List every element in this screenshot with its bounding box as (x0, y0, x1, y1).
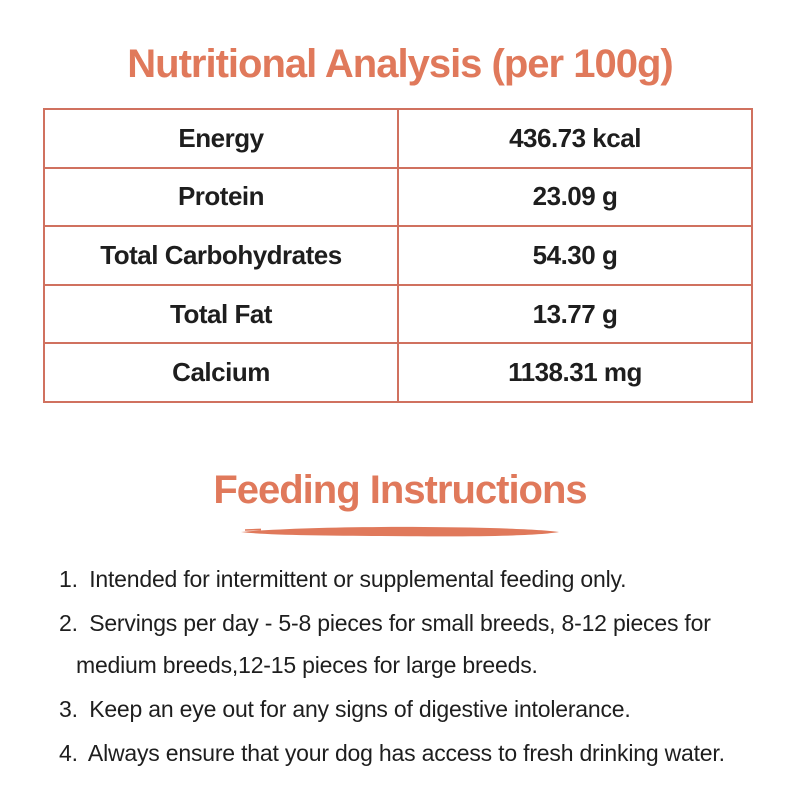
nutrient-value-cell: 436.73 kcal (398, 109, 752, 168)
list-item-text: Always ensure that your dog has access to fresh drinking water. (87, 740, 725, 766)
list-item-number: 2. (59, 610, 78, 636)
list-item-text: Servings per day - 5-8 pieces for small breeds, 8-12 pieces for medium breeds,12-15 pieces for large breeds. (76, 610, 711, 678)
feeding-instructions-title: Feeding Instructions (213, 468, 587, 512)
table-row (44, 168, 752, 227)
table-row (44, 226, 752, 285)
brush-stroke-underline (239, 524, 561, 539)
nutrition-table (43, 108, 753, 403)
list-item-number: 1. (59, 566, 78, 592)
nutrient-value-cell: 13.77 g (398, 285, 752, 344)
table-row (44, 109, 752, 168)
nutrient-label-cell: Energy (44, 109, 398, 168)
nutrient-label-cell: Calcium (44, 343, 398, 402)
nutrient-label-cell: Total Carbohydrates (44, 226, 398, 285)
table-row (44, 343, 752, 402)
list-item (30, 602, 788, 686)
nutrient-value-cell: 1138.31 mg (398, 343, 752, 402)
list-item (30, 732, 788, 774)
nutrient-label-cell: Protein (44, 168, 398, 227)
list-item-text: Keep an eye out for any signs of digestive intolerance. (89, 696, 631, 722)
nutritional-analysis-title: Nutritional Analysis (per 100g) (127, 42, 673, 86)
nutrient-value-cell: 54.30 g (398, 226, 752, 285)
nutrient-label-cell: Total Fat (44, 285, 398, 344)
nutrient-value-cell: 23.09 g (398, 168, 752, 227)
list-item (30, 688, 788, 730)
table-row (44, 285, 752, 344)
feeding-instructions-list (30, 558, 788, 776)
list-item (30, 558, 788, 600)
list-item-number: 4. (59, 740, 78, 766)
list-item-text: Intended for intermittent or supplemental feeding only. (89, 566, 627, 592)
list-item-number: 3. (59, 696, 78, 722)
